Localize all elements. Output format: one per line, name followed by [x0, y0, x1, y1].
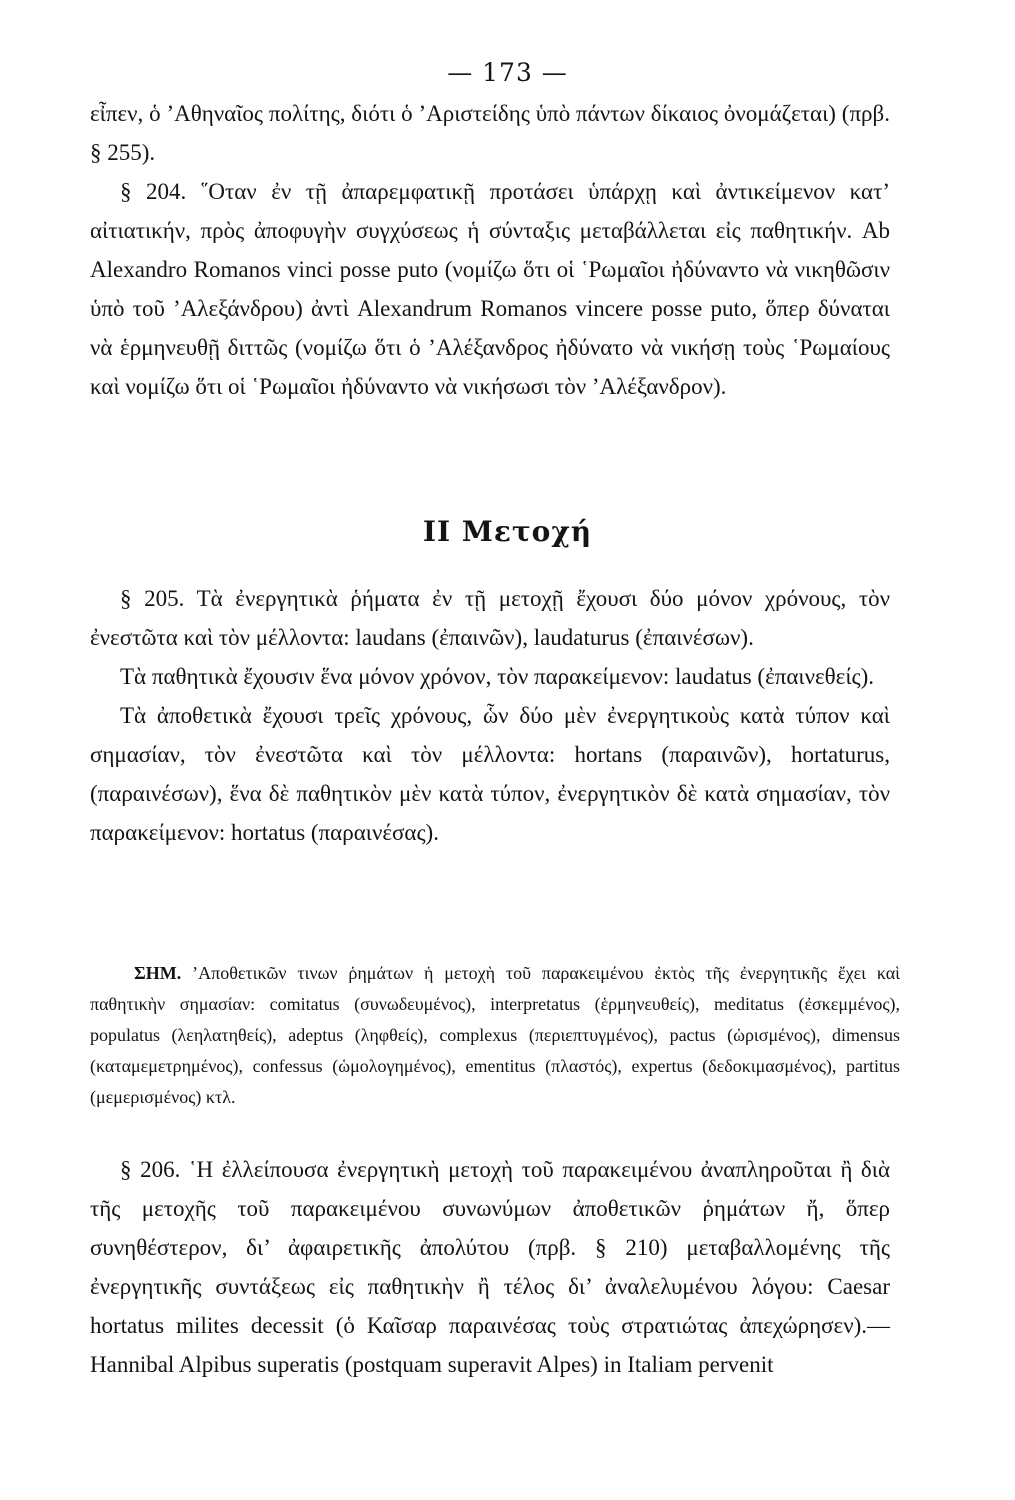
paragraph-205: § 205. Τὰ ἐνεργητικὰ ῥήματα ἐν τῇ μετοχῇ ἔχουσι δύο μόνον χρόνους, τὸν ἐνεστῶτα καὶ τὸν μέλλοντα: laudans (ἐπαινῶν), laudaturus (ἐπαινέσων).: [90, 586, 890, 650]
text-block-bottom: [90, 1150, 890, 1384]
paragraph-206: § 206. ῾Η ἐλλείπουσα ἐνεργητικὴ μετοχὴ τοῦ παρακειμένου ἀναπληροῦται ἢ διὰ τῆς μετοχῆς τοῦ παρακειμένου συνωνύμων ἀποθετικῶν ῥημάτων ἤ, ὅπερ συνηθέστερον, δι’ ἀφαιρετικῆς ἀπολύτου (πρβ. § 210) μεταβαλλομένης τῆς ἐνεργητικῆς συντάξεως εἰς παθητικὴν ἢ τέλος δι’ ἀναλελυμένου λόγου: Caesar hortatus milites decessit (ὁ Καῖσαρ παραινέσας τοὺς στρατιώτας ἀπεχώρησεν).—Hannibal Alpibus superatis (postquam superavit Alpes) in Italiam pervenit: [90, 1157, 890, 1377]
paragraph-continuation: εἶπεν, ὁ ’Αθηναῖος πολίτης, διότι ὁ ’Αριστείδης ὑπὸ πάντων δίκαιος ὀνομάζεται) (πρβ. § 255).: [90, 101, 890, 165]
paragraph-deponent: Τὰ ἀποθετικὰ ἔχουσι τρεῖς χρόνους, ὧν δύο μὲν ἐνεργητικοὺς κατὰ τύπον καὶ σημασίαν, τὸν ἐνεστῶτα καὶ τὸν μέλλοντα: hortans (παραινῶν), hortaturus, (παραινέσων), ἕνα δὲ παθητικὸν μὲν κατὰ τύπον, ἐνεργητικὸν δὲ κατὰ σημασίαν, τὸν παρακείμενον: hortatus (παραινέσας).: [90, 703, 890, 845]
note-label: ΣΗΜ.: [134, 963, 182, 983]
page-number: — 173 —: [447, 58, 568, 87]
paragraph-passive: Τὰ παθητικὰ ἔχουσιν ἕνα μόνον χρόνον, τὸν παρακείμενον: laudatus (ἐπαινεθείς).: [120, 664, 875, 689]
paragraph-204: § 204. ῞Οταν ἐν τῇ ἀπαρεμφατικῇ προτάσει ὑπάρχῃ καὶ ἀντικείμενον κατ’ αἰτιατικήν, πρὸς ἀποφυγὴν συγχύσεως ἡ σύνταξις μεταβάλλεται εἰς παθητικήν. Ab Alexandro Romanos vinci posse puto (νομίζω ὅτι οἱ ῾Ρωμαῖοι ἠδύναντο νὰ νικηθῶσιν ὑπὸ τοῦ ’Αλεξάνδρου) ἀντὶ Alexandrum Romanos vincere posse puto, ὅπερ δύναται νὰ ἑρμηνευθῇ διττῶς (νομίζω ὅτι ὁ ’Αλέξανδρος ἠδύνατο νὰ νικήσῃ τοὺς ῾Ρωμαίους καὶ νομίζω ὅτι οἱ ῾Ρωμαῖοι ἠδύναντο νὰ νικήσωσι τὸν ’Αλέξανδρον).: [90, 179, 890, 399]
text-block-middle: [90, 579, 890, 852]
section-heading: ΙΙ Μετοχή: [422, 515, 593, 548]
note-text: ’Αποθετικῶν τινων ῥημάτων ἡ μετοχὴ τοῦ παρακειμένου ἐκτὸς τῆς ἐνεργητικῆς ἔχει καὶ παθητικὴν σημασίαν: comitatus (συνωδευμένος), interpretatus (ἑρμηνευθείς), meditatus (ἐσκεμμένος), populatus (λεηλατηθείς), adeptus (ληφθείς), complexus (περιεπτυγμένος), pactus (ὡρισμένος), dimensus (καταμεμετρημένος), confessus (ὡμολογημένος), ementitus (πλαστός), expertus (δεδοκιμασμένος), partitus (μεμερισμένος) κτλ.: [90, 963, 900, 1107]
text-block-top: [90, 94, 890, 406]
note-block: [90, 958, 900, 1113]
